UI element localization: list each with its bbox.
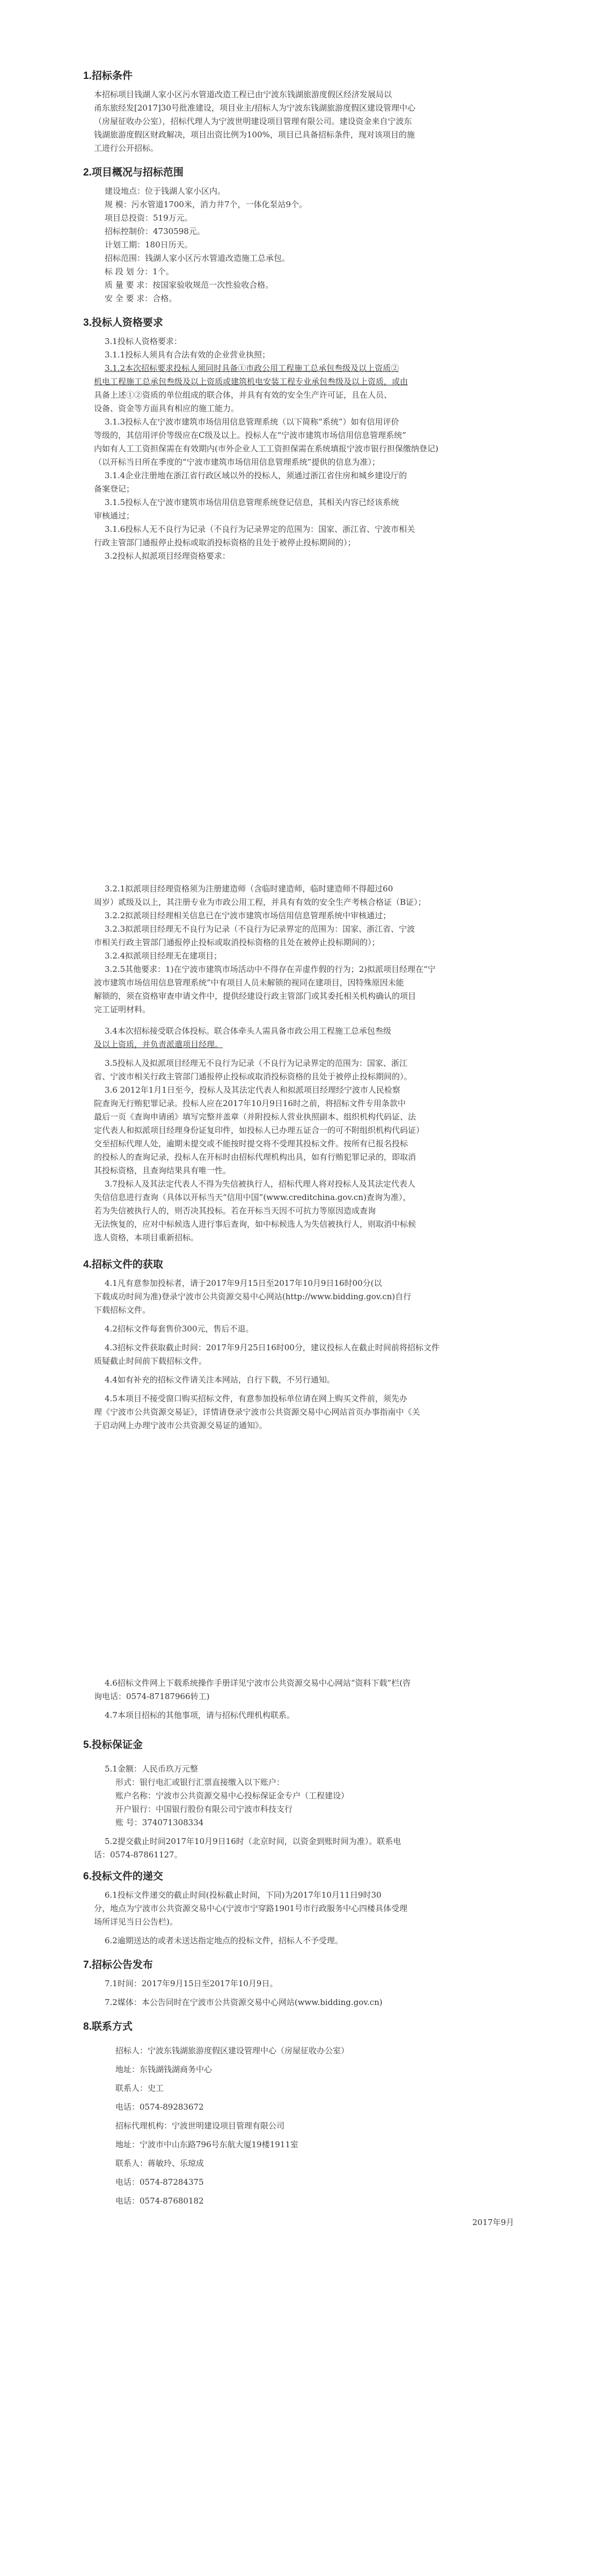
s8-line: 地址：东钱湖钱湖商务中心 — [115, 2065, 213, 2074]
s2-line: 建设地点：位于钱湖人家小区内。 — [105, 186, 226, 196]
s3-line: 3.2.4拟派项目经理无在建项目； — [105, 951, 222, 961]
s2-line: 招标范围：钱湖人家小区污水管道改造施工总承包。 — [105, 253, 290, 263]
s3-line: 3.1投标人资格要求： — [105, 336, 182, 346]
s5-line: 话：0574-87861127。 — [94, 1850, 182, 1860]
s6-line: 场所详见当日公告栏)。 — [94, 1917, 178, 1927]
s4-line: 4.7本项目招标的其他事项，请与招标代理机构联系。 — [105, 1710, 295, 1720]
s6-line: 6.2逾期送达的或者未送达指定地点的投标文件，招标人不予受理。 — [105, 1936, 343, 1945]
s3-line: 周岁）贰级及以上，其注册专业为市政公用工程，并具有有效的安全生产考核合格证（B证）； — [94, 897, 426, 907]
s3-line: 省、宁波市相关行政主管部门通报停止投标或取消投标资格的且处于被停止投标期间的）。 — [94, 1072, 412, 1081]
s3-line: 审核通过； — [94, 511, 135, 521]
s3-line: 3.4本次招标接受联合体投标。联合体牵头人需具备市政公用工程施工总承包叁级 — [105, 1026, 391, 1036]
section-3-title: 3.投标人资格要求 — [83, 317, 163, 328]
s8-line: 电话：0574-87680182 — [115, 2196, 204, 2206]
s3-line: 3.1.5投标人在宁波市建筑市场信用信息管理系统登记信息，其相关内容已经该系统 — [105, 497, 399, 507]
s4-line: 质疑截止时间前下载招标文件。 — [94, 1356, 207, 1366]
s3-line: 其投标资格，且查询结果具有唯一性。 — [94, 1166, 231, 1175]
s4-line: 于启动网上办理宁波市公共资源交易证的通知》。 — [94, 1421, 267, 1430]
s3-line: 机电工程施工总承包叁级及以上资质或建筑机电安装工程专业承包叁级及以上资质，或由 — [94, 377, 408, 386]
s3-line: （以开标当日所在季度的“宁波市建筑市场信用信息管理系统”提供的信息为准）； — [94, 457, 380, 467]
s3-line: 内如有人工工资担保需在有效期内(市外企业人工工资担保需在系统填报宁波市银行担保缴纳登记) — [94, 444, 438, 453]
s3-line: 行政主管部门通报停止投标或取消投标资格的且处于被停止投标期间的）； — [94, 538, 356, 547]
s1-line: 本招标项目钱湖人家小区污水管道改造工程已由宁波东钱湖旅游度假区经济发展局以 — [94, 90, 392, 99]
s4-line: 询电话：0574-87187966转工) — [94, 1692, 210, 1701]
s6-line: 6.1投标文件递交的截止时间(投标截止时间，下同)为2017年10月11日9时30 — [105, 1890, 382, 1900]
s4-line: 4.4如有补充的招标文件请关注本网站，自行下载，不另行通知。 — [105, 1375, 335, 1385]
s8-line: 电话：0574-87284375 — [115, 2177, 204, 2187]
s4-line: 4.2招标文件每套售价300元，售后不退。 — [105, 1324, 254, 1334]
section-4-title: 4.招标文件的获取 — [83, 1259, 163, 1270]
s3-line: 交至招标代理人处，逾期未提交或不能按时提交将不受理其投标文件。按所有已报名投标 — [94, 1139, 408, 1148]
s3-line: 院查询无行贿犯罪记录。投标人应在2017年10月9日16时之前，将招标文件专用条款中 — [94, 1099, 406, 1108]
s2-line: 质 量 要 求：按国家验收规范一次性验收合格。 — [105, 280, 274, 290]
s3-line: 选人资格，本项目重新招标。 — [94, 1233, 199, 1242]
s7-line: 7.1时间：2017年9月15日至2017年10月9日。 — [105, 1979, 278, 1988]
s3-line: 及以上资质，并负责派遣项目经理。 — [94, 1040, 223, 1049]
s3-line: 的投标人的查询记录，投标人在开标时由招标代理机构出具，如有行贿犯罪记录的，即取消 — [94, 1152, 416, 1162]
s4-line: 4.1凡有意参加投标者，请于2017年9月15日至2017年10月9日16时00分(以 — [105, 1278, 382, 1288]
s3-line: 定代表人和拟派项目经理身份证复印件，如投标人已办理五证合一的可不附组织机构代码证） — [94, 1125, 425, 1135]
s3-line: 3.2.2拟派项目经理相关信息已在宁波市建筑市场信用信息管理系统中审核通过； — [105, 911, 391, 920]
signature-date: 2017年9月 — [472, 2218, 514, 2227]
section-5-title: 5.投标保证金 — [83, 1739, 143, 1751]
s3-line: 3.2.1拟派项目经理资格须为注册建造师（含临时建造师，临时建造师不得超过60 — [105, 884, 393, 894]
s3-line: 备案登记； — [94, 484, 135, 494]
s2-line: 招标控制价：4730598元。 — [105, 226, 205, 236]
s8-line: 电话：0574-89283672 — [115, 2102, 204, 2112]
s3-line: 3.5投标人及拟派项目经理无不良行为记录（不良行为记录界定的范围为：国家、浙江 — [105, 1058, 407, 1068]
s3-line: 3.1.3投标人在宁波市建筑市场信用信息管理系统（以下简称“系统”）如有信用评价 — [105, 417, 399, 427]
s2-line: 规 模：污水管道1700米，消力井7个，一体化泵站9个。 — [105, 200, 308, 209]
s3-line: 3.1.2本次招标要求投标人须同时具备①市政公用工程施工总承包叁级及以上资质② — [105, 363, 399, 373]
s2-line: 计划工期：180日历天。 — [105, 240, 193, 250]
s5-line: 形式：银行电汇或银行汇票直接缴入以下账户： — [115, 1777, 285, 1787]
s3-line: 具备上述①②资质的单位组成的联合体，并具有有效的安全生产许可证，且在人员、 — [94, 390, 392, 400]
s3-line: 若为失信被执行人的，则否决其投标。若在开标当天因不可抗力等原因造成查询 — [94, 1206, 376, 1216]
section-6-title: 6.投标文件的递交 — [83, 1871, 163, 1882]
s3-line: 失信信息进行查询（具体以开标当天“信用中国”(www.creditchina.gov.cn)查询为准）， — [94, 1192, 411, 1202]
s3-line: 3.2.5其他要求：1)在宁波市建筑市场活动中不得存在弄虚作假的行为；2)拟派项目经理在“宁 — [105, 964, 436, 974]
s3-line: 3.1.1投标人须具有合法有效的企业营业执照； — [105, 350, 270, 360]
s4-line: 4.6招标文件网上下载系统操作手册详见宁波市公共资源交易中心网站“资料下载”栏(咨 — [105, 1678, 411, 1688]
s7-line: 7.2媒体：本公告同时在宁波市公共资源交易中心网站(www.bidding.gov.cn) — [105, 1997, 383, 2007]
s6-line: 分，地点为宁波市公共资源交易中心(宁波市宁穿路1901号市行政服务中心四楼具体受理 — [94, 1904, 408, 1913]
section-2-title: 2.项目概况与招标范围 — [83, 167, 184, 178]
s3-line: 3.1.4企业注册地在浙江省行政区域以外的投标人，须通过浙江省住房和城乡建设厅的 — [105, 471, 407, 480]
s5-line: 账 号：374071308334 — [115, 1818, 204, 1827]
s1-line: 工进行公开招标。 — [94, 143, 159, 153]
s8-line: 联系人：蒋敏玲、乐琼成 — [115, 2158, 204, 2168]
s3-line: 完工证明材料。 — [94, 1005, 151, 1014]
s4-line: 4.5本项目不接受窗口购买招标文件，有意参加投标单位请在网上购买文件前，须先办 — [105, 1394, 407, 1403]
s5-line: 5.2提交截止时间2017年10月9日16时（北京时间，以资金到账时间为准）。联系电 — [105, 1836, 401, 1846]
section-1-title: 1.招标条件 — [83, 70, 133, 82]
s3-line: 3.6 2012年1月1日至今，投标人及其法定代表人和拟派项目经理经宁波市人民检察 — [105, 1085, 400, 1095]
section-7-title: 7.招标公告发布 — [83, 1959, 153, 1971]
section-8-title: 8.联系方式 — [83, 2021, 133, 2032]
s3-line: 3.1.6投标人无不良行为记录（不良行为记录界定的范围为：国家、浙江省、宁波市相关 — [105, 524, 415, 534]
s3-line: 等级的，其信用评价等级应在C级及以上。投标人在“宁波市建筑市场信用信息管理系统” — [94, 430, 406, 440]
s8-line: 招标代理机构：宁波世明建设项目管理有限公司 — [115, 2121, 285, 2131]
s4-line: 下载成功时间为准)登录宁波市公共资源交易中心网站(http://www.bidding.gov.cn)自行 — [94, 1292, 412, 1301]
s8-line: 地址：宁波市中山东路796号东航大厦19楼1911室 — [115, 2140, 298, 2149]
s3-line: 3.2投标人拟派项目经理资格要求： — [105, 551, 230, 561]
s1-line: （房屋征收办公室），招标代理人为宁波世明建设项目管理有限公司。建设资金来自宁波东 — [94, 116, 412, 126]
s8-line: 招标人：宁波东钱湖旅游度假区建设管理中心（房屋征收办公室） — [115, 2046, 349, 2055]
s1-line: 钱湖旅游度假区财政解决，项目出资比例为100%，项目已具备招标条件，现对该项目的施 — [94, 130, 415, 140]
s3-line: 设备、资金等方面具有相应的施工能力。 — [94, 404, 239, 413]
s3-line: 3.7投标人及其法定代表人不得为失信被执行人，招标代理人将对投标人及其法定代表人 — [105, 1179, 415, 1189]
s4-line: 理《宁波市公共资源交易证》，详情请登录宁波市公共资源交易中心网站首页办事指南中《关 — [94, 1407, 420, 1417]
s5-line: 账户名称：宁波市公共资源交易中心投标保证金专户（工程建设） — [115, 1791, 349, 1801]
s3-line: 波市建筑市场信用信息管理系统”中有项目人员未解锁的视同在建项目，因特殊原因未能 — [94, 978, 404, 987]
s2-line: 安 全 要 求：合格。 — [105, 294, 177, 303]
s8-line: 联系人：史工 — [115, 2083, 164, 2093]
s3-line: 解锁的，须在资格审查申请文件中，提供经建设行政主管部门或其委托相关机构确认的项目 — [94, 991, 416, 1001]
s1-line: 甬东旅经发[2017]30号批准建设，项目业主/招标人为宁波东钱湖旅游度假区建设管理中心 — [94, 103, 416, 113]
s4-line: 4.3招标文件获取截止时间：2017年9月25日16时00分，建议投标人在截止时间前将招标文件 — [105, 1343, 440, 1352]
s3-line: 3.2.3拟派项目经理无不良行为记录（不良行为记录界定的范围为：国家、浙江省、宁波 — [105, 924, 415, 934]
s4-line: 下载招标文件。 — [94, 1305, 151, 1315]
s3-line: 市相关行政主管部门通报停止投标或取消投标资格的且处在被停止投标期间的）； — [94, 938, 380, 947]
s3-line: 最后一页《查询申请函》填写完整并盖章（并附投标人营业执照副本、组织机构代码证、法 — [94, 1112, 416, 1122]
s5-line: 5.1金额：人民币玖万元整 — [105, 1764, 198, 1774]
s2-line: 项目总投资：519万元。 — [105, 213, 193, 223]
s2-line: 标 段 划 分：1个。 — [105, 267, 174, 276]
s3-line: 无法恢复的，应对中标候选人进行事后查询，如中标候选人为失信被执行人，则取消中标候 — [94, 1219, 416, 1229]
s5-line: 开户银行：中国银行股份有限公司宁波市科技支行 — [115, 1804, 293, 1814]
